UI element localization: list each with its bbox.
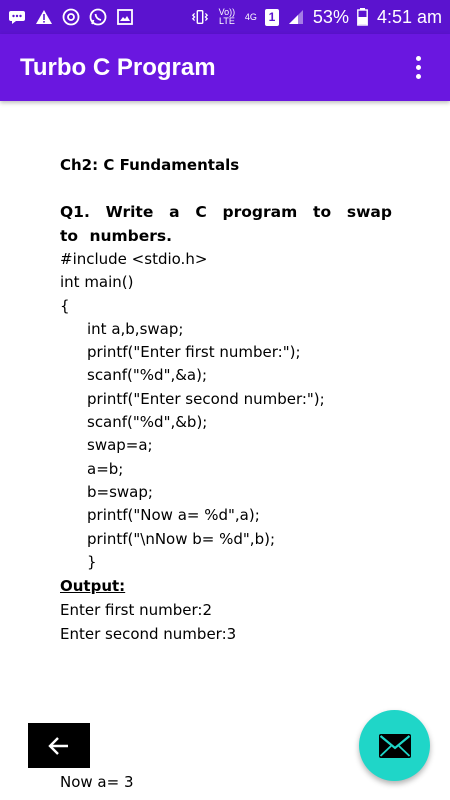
warning-icon <box>35 9 53 25</box>
sim-icon <box>265 9 279 26</box>
app-bar <box>0 34 450 101</box>
arrow-left-icon <box>48 736 70 756</box>
sim-slot-label: 1 <box>268 10 276 24</box>
network-4g-icon: 4G <box>244 11 257 22</box>
status-bar <box>0 0 450 34</box>
chapter-heading: Ch2: C Fundamentals <box>60 156 240 174</box>
back-button[interactable] <box>28 723 90 768</box>
output-label: Output: <box>60 577 126 596</box>
code-line: int main() <box>60 273 134 292</box>
code-line: b=swap; <box>87 482 153 501</box>
question-heading: Q1. Write a C program to swap to numbers. <box>60 203 392 245</box>
at-sign-icon <box>62 9 80 25</box>
overflow-menu-icon[interactable] <box>406 50 430 86</box>
code-line: int a,b,swap; <box>87 319 184 338</box>
output-line: Now a= 3 <box>60 773 134 791</box>
code-line: scanf("%d",&a); <box>87 366 208 385</box>
signal-icon <box>287 9 305 25</box>
output-line: Enter second number:3 <box>60 625 237 644</box>
whatsapp-icon <box>89 9 107 25</box>
code-line: a=b; <box>87 459 124 478</box>
mail-icon <box>379 734 411 758</box>
image-icon <box>116 9 134 25</box>
battery-icon <box>357 9 369 25</box>
code-line: scanf("%d",&b); <box>87 413 208 432</box>
code-line: #include <stdio.h> <box>60 250 208 268</box>
code-line: swap=a; <box>87 436 153 455</box>
app-title: Turbo C Program <box>20 53 216 81</box>
code-line: printf("Enter first number:"); <box>87 343 301 362</box>
volte-icon: Vo)) LTE <box>218 7 236 26</box>
program-content <box>60 150 392 646</box>
vibrate-icon <box>191 9 209 25</box>
code-line: } <box>87 552 97 571</box>
system-indicators <box>191 7 442 28</box>
output-line: Enter first number:2 <box>60 601 212 620</box>
battery-percent: 53% <box>312 6 349 27</box>
code-line: printf("Enter second number:"); <box>87 389 325 408</box>
code-line: { <box>60 296 70 315</box>
email-fab-button[interactable] <box>359 710 430 781</box>
clock: 4:51 am <box>376 6 442 27</box>
code-line: printf("\nNow b= %d",b); <box>87 529 275 548</box>
code-line: printf("Now a= %d",a); <box>87 506 260 525</box>
messages-icon <box>8 9 26 25</box>
notification-icons <box>8 9 134 25</box>
code-block <box>60 248 392 574</box>
